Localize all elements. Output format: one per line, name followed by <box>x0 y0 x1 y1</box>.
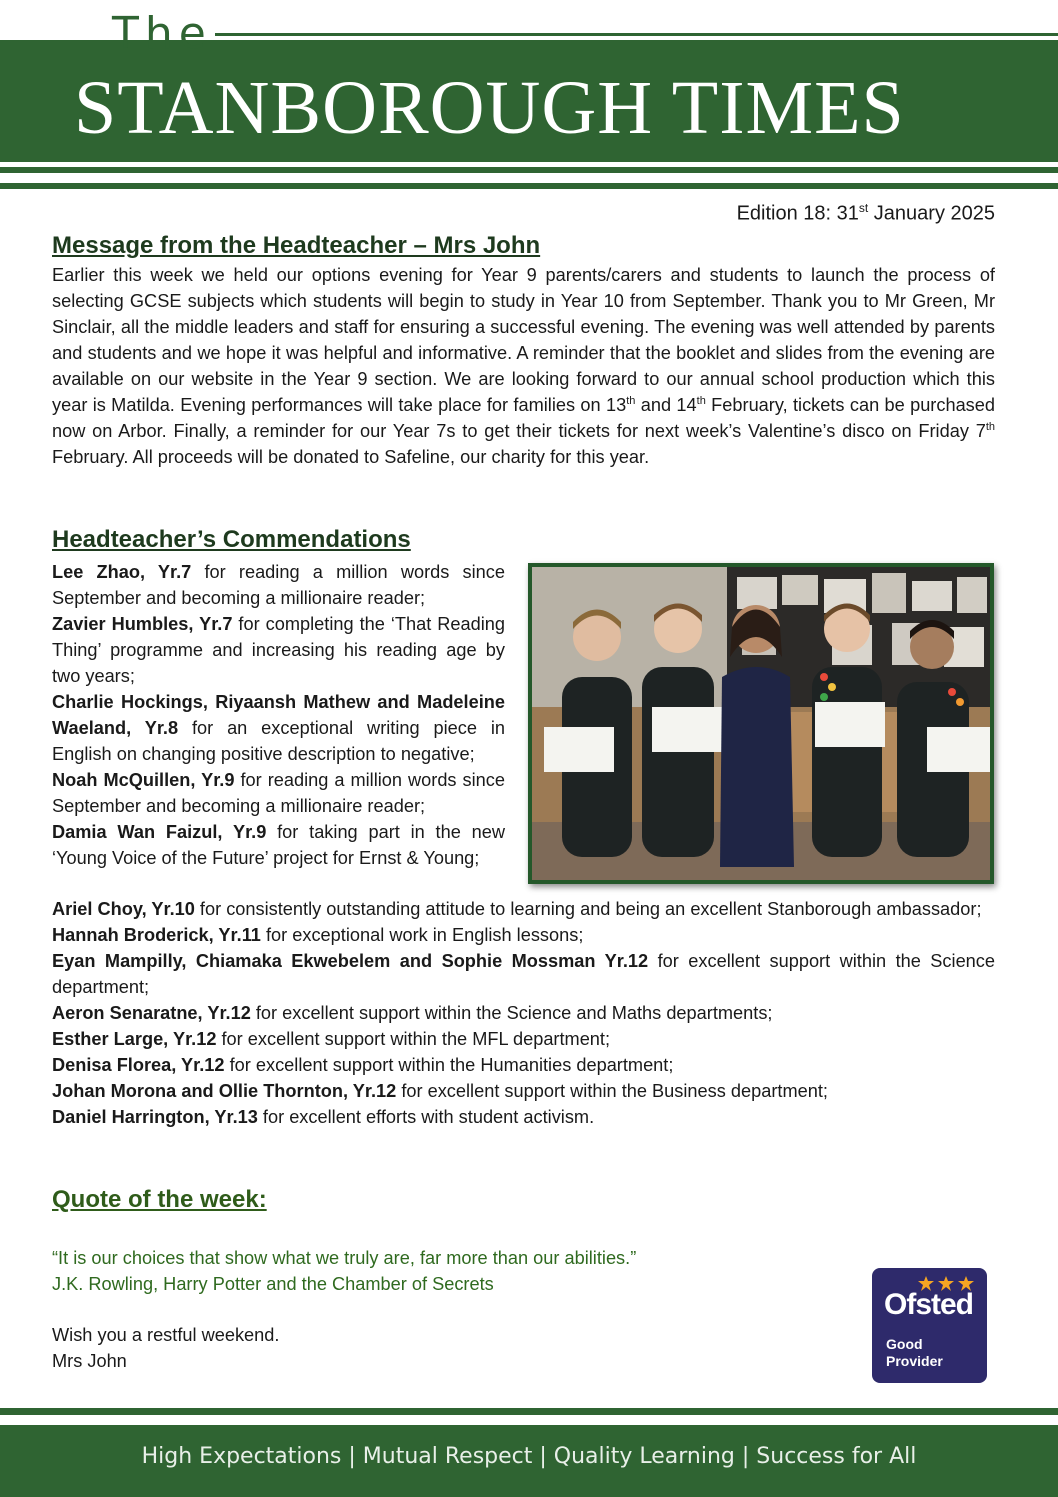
ofsted-wordmark: Ofsted <box>884 1288 974 1321</box>
list-item: Denisa Florea, Yr.12 for excellent support within the Humanities department; <box>52 1055 674 1075</box>
list-item: Zavier Humbles, Yr.7 for completing the ‘That Reading Thing’ programme and increasing his reading age by two years; <box>52 614 505 686</box>
list-item: Ariel Choy, Yr.10 for consistently outstanding attitude to learning and being an excellent Stanborough ambassador; <box>52 899 982 919</box>
list-item: Daniel Harrington, Yr.13 for excellent efforts with student activism. <box>52 1107 595 1127</box>
signoff-message: Wish you a restful weekend. <box>52 1325 280 1345</box>
masthead-the: The <box>112 8 212 59</box>
ofsted-rating: Good Provider <box>886 1336 943 1369</box>
footer-rule <box>0 1408 1058 1415</box>
quote-text: “It is our choices that show what we truly are, far more than our abilities.” <box>52 1248 637 1268</box>
quote-heading: Quote of the week: <box>52 1186 267 1213</box>
masthead-rule-1 <box>0 167 1058 173</box>
list-item: Charlie Hockings, Riyaansh Mathew and Madeleine Waeland, Yr.8 for an exceptional writing piece in English on changing positive description to negative; <box>52 692 505 764</box>
list-item: Eyan Mampilly, Chiamaka Ekwebelem and Sophie Mossman Yr.12 for excellent support within the Science department; <box>52 951 996 997</box>
commendations-list-rest <box>52 896 995 1130</box>
masthead-rule-2 <box>0 183 1058 189</box>
masthead-title: STANBOROUGH TIMES <box>74 66 905 150</box>
commendations-list-top <box>52 559 505 871</box>
list-item: Johan Morona and Ollie Thornton, Yr.12 for excellent support within the Business department; <box>52 1081 828 1101</box>
students-photo-illustration <box>532 567 990 880</box>
signoff <box>52 1322 279 1374</box>
list-item: Hannah Broderick, Yr.11 for exceptional work in English lessons; <box>52 925 584 945</box>
message-body: Earlier this week we held our options evening for Year 9 parents/carers and students to launch the process of selecting GCSE subjects which students will begin to study in Year 10 from September. Thank you to Mr Green, Mr Sinclair, all the middle leaders and staff for ensuring a successful evening. The evening was well attended by parents and students and we hope it was helpful and informative. A reminder that the booklet and slides from the evening are available on our website in the Year 9 section. We are looking forward to our annual school production which this year is Matilda. Evening performances will take place for families on 13th and 14th February, tickets can be purchased now on Arbor. Finally, a reminder for our Year 7s to get their tickets for next week’s Valentine’s disco on Friday 7th February. All proceeds will be donated to Safeline, our charity for this year. <box>52 265 996 467</box>
commendations-heading: Headteacher’s Commendations <box>52 526 411 553</box>
list-item: Esther Large, Yr.12 for excellent support within the MFL department; <box>52 1029 611 1049</box>
quote-block <box>52 1245 636 1297</box>
list-item: Noah McQuillen, Yr.9 for reading a million words since September and becoming a millionaire reader; <box>52 770 505 816</box>
edition-date: Edition 18: 31st January 2025 <box>736 201 995 225</box>
masthead-top-rule <box>215 33 1058 36</box>
list-item: Lee Zhao, Yr.7 for reading a million words since September and becoming a millionaire reader; <box>52 562 505 608</box>
footer-values: High Expectations | Mutual Respect | Quality Learning | Success for All <box>141 1444 917 1469</box>
quote-source: J.K. Rowling, Harry Potter and the Chamber of Secrets <box>52 1274 494 1294</box>
message-heading: Message from the Headteacher – Mrs John <box>52 232 541 259</box>
list-item: Damia Wan Faizul, Yr.9 for taking part in the new ‘Young Voice of the Future’ project for Ernst & Young; <box>52 822 505 868</box>
signoff-name: Mrs John <box>52 1351 127 1371</box>
commendations-photo <box>528 563 994 884</box>
list-item: Aeron Senaratne, Yr.12 for excellent support within the Science and Maths departments; <box>52 1003 773 1023</box>
